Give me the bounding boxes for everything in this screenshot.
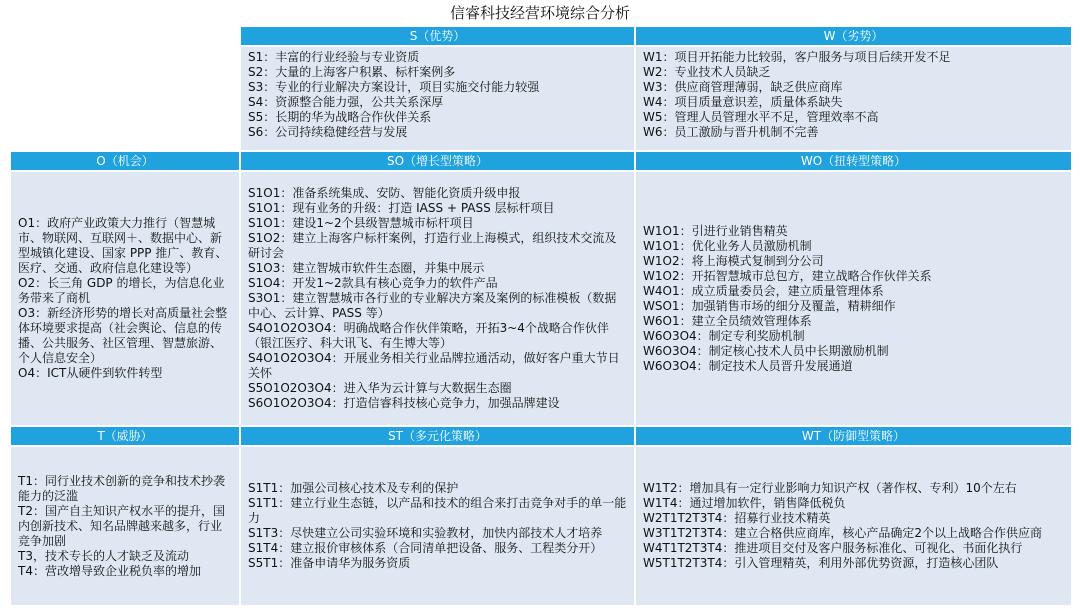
list-item: S4O1O2O3O4：明确战略合作伙伴策略，开拓3~4个战略合作伙伴（银江医疗、科大讯飞、有生博大等） xyxy=(248,321,609,350)
list-item: S1T1：加强公司核心技术及专利的保护 xyxy=(248,481,459,495)
list-item: S6：公司持续稳健经营与发展 xyxy=(248,125,408,139)
list-item: S1T1：建立行业生态链，以产品和技术的组合来打击竞争对手的单一能力 xyxy=(248,496,627,525)
list-item: S5O1O2O3O4：进入华为云计算与大数据生态圈 xyxy=(248,381,512,395)
list-item: W2：专业技术人员缺乏 xyxy=(643,65,771,79)
w-list xyxy=(643,50,1064,140)
list-item: S1O3：建立智城市软件生态圈，并集中展示 xyxy=(248,261,485,275)
swot-table xyxy=(10,26,1072,606)
list-item: W1T2：增加具有一定行业影响力知识产权（著作权、专利）10个左右 xyxy=(643,481,1017,495)
list-item: W6O3O4：制定核心技术人员中长期激励机制 xyxy=(643,343,889,358)
list-item: S1O4：开发1~2款具有核心竞争力的软件产品 xyxy=(248,276,498,290)
list-item: W5：管理人员管理水平不足，管理效率不高 xyxy=(643,110,879,124)
list-item: T1：同行业技术创新的竞争和技术抄袭能力的泛滥 xyxy=(18,473,225,503)
list-item: W6O3O4：制定技术人员晋升发展通道 xyxy=(643,358,853,373)
list-item: T3，技术专长的人才缺乏及流动 xyxy=(18,548,189,563)
t-list xyxy=(18,474,232,579)
t-cell xyxy=(10,446,240,606)
wt-cell xyxy=(635,446,1072,606)
s-cell xyxy=(240,46,635,151)
header-wt: WT（防御型策略） xyxy=(635,426,1072,446)
list-item: W4：项目质量意识差，质量体系缺失 xyxy=(643,95,843,109)
st-cell xyxy=(240,446,635,606)
list-item: S2：大量的上海客户积累、标杆案例多 xyxy=(248,65,456,79)
list-item: W1O2：开拓智慧城市总包方，建立战略合作伙伴关系 xyxy=(643,268,932,283)
list-item: W6：员工激励与晋升机制不完善 xyxy=(643,125,819,139)
list-item: W1O1：优化业务人员激励机制 xyxy=(643,238,812,253)
list-item: W1O2：将上海模式复制到分公司 xyxy=(643,253,824,268)
header-w: W（劣势） xyxy=(635,26,1072,46)
header-s: S（优势） xyxy=(240,26,635,46)
list-item: S1T4：建立报价审核体系（合同清单把设备、服务、工程类分开） xyxy=(248,541,603,555)
o-list xyxy=(18,216,232,381)
list-item: S5：长期的华为战略合作伙伴关系 xyxy=(248,110,432,124)
list-item: W5T1T2T3T4：引入管理精英，利用外部优势资源，打造核心团队 xyxy=(643,556,999,570)
list-item: W1：项目开拓能力比较弱，客户服务与项目后续开发不足 xyxy=(643,50,951,64)
list-item: S1：丰富的行业经验与专业资质 xyxy=(248,50,420,64)
o-cell xyxy=(10,171,240,426)
page-title: 信睿科技经营环境综合分析 xyxy=(449,4,630,22)
st-list xyxy=(248,481,627,571)
list-item: O2：长三角 GDP 的增长，为信息化业务带来了商机 xyxy=(18,276,225,305)
header-so: SO（增长型策略） xyxy=(240,151,635,171)
list-item: T2：国产自主知识产权水平的提升，国内创新技术、知名品牌越来越多，行业竞争加剧 xyxy=(18,503,225,548)
list-item: S6O1O2O3O4：打造信睿科技核心竞争力，加强品牌建设 xyxy=(248,396,560,410)
wt-list xyxy=(643,481,1064,571)
list-item: O1：政府产业政策大力推行（智慧城市、物联网、互联网＋、数据中心、新型城镇化建设、国家 PPP 推广、教育、医疗、交通、政府信息化建设等） xyxy=(18,216,228,275)
w-cell xyxy=(635,46,1072,151)
list-item: T4：营改增导致企业税负率的增加 xyxy=(18,563,201,578)
list-item: S1T3：尽快建立公司实验环境和实验教材，加快内部技术人才培养 xyxy=(248,526,603,540)
header-o: O（机会） xyxy=(10,151,240,171)
header-wo: WO（扭转型策略） xyxy=(635,151,1072,171)
list-item: S1O2：建立上海客户标杆案例，打造行业上海模式，组织技术交流及研讨会 xyxy=(248,231,617,260)
so-cell xyxy=(240,171,635,426)
so-list xyxy=(248,186,627,411)
list-item: W3T1T2T3T4：建立合格供应商库，核心产品确定2个以上战略合作供应商 xyxy=(643,526,1042,540)
list-item: S4：资源整合能力强，公共关系深厚 xyxy=(248,95,444,109)
list-item: W3：供应商管理薄弱，缺乏供应商库 xyxy=(643,80,843,94)
header-st: ST（多元化策略） xyxy=(240,426,635,446)
list-item: W1O1：引进行业销售精英 xyxy=(643,223,788,238)
blank-cell xyxy=(10,46,240,151)
list-item: S3O1：建立智慧城市各行业的专业解决方案及案例的标准模板（数据中心、云计算、PASS 等） xyxy=(248,291,617,320)
list-item: W4O1：成立质量委员会，建立质量管理体系 xyxy=(643,283,884,298)
list-item: S5T1：准备申请华为服务资质 xyxy=(248,556,411,570)
list-item: W4T1T2T3T4：推进项目交付及客户服务标准化、可视化、书面化执行 xyxy=(643,541,1023,555)
list-item: O4：ICT从硬件到软件转型 xyxy=(18,366,163,380)
header-t: T（威胁） xyxy=(10,426,240,446)
s-list xyxy=(248,50,627,140)
list-item: S3：专业的行业解决方案设计，项目实施交付能力较强 xyxy=(248,80,540,94)
list-item: W6O3O4：制定专利奖励机制 xyxy=(643,328,805,343)
list-item: W6O1：建立全员绩效管理体系 xyxy=(643,313,812,328)
list-item: W2T1T2T3T4：招募行业技术精英 xyxy=(643,511,831,525)
list-item: S1O1：建设1~2个县级智慧城市标杆项目 xyxy=(248,216,474,230)
corner-cell xyxy=(10,26,240,46)
list-item: WSO1：加强销售市场的细分及覆盖，精耕细作 xyxy=(643,298,896,313)
list-item: S4O1O2O3O4：开展业务相关行业品牌拉通活动，做好客户重大节日关怀 xyxy=(248,351,620,380)
list-item: O3：新经济形势的增长对高质量社会整体环境要求提高（社会舆论、信息的传播、公共服务、社区管理、智慧旅游、个人信息安全） xyxy=(18,306,228,365)
list-item: S1O1：现有业务的升级：打造 IASS + PASS 层标杆项目 xyxy=(248,201,555,215)
list-item: S1O1：准备系统集成、安防、智能化资质升级申报 xyxy=(248,186,521,200)
wo-list xyxy=(643,224,1064,374)
wo-cell xyxy=(635,171,1072,426)
list-item: W1T4：通过增加软件，销售降低税负 xyxy=(643,496,846,510)
